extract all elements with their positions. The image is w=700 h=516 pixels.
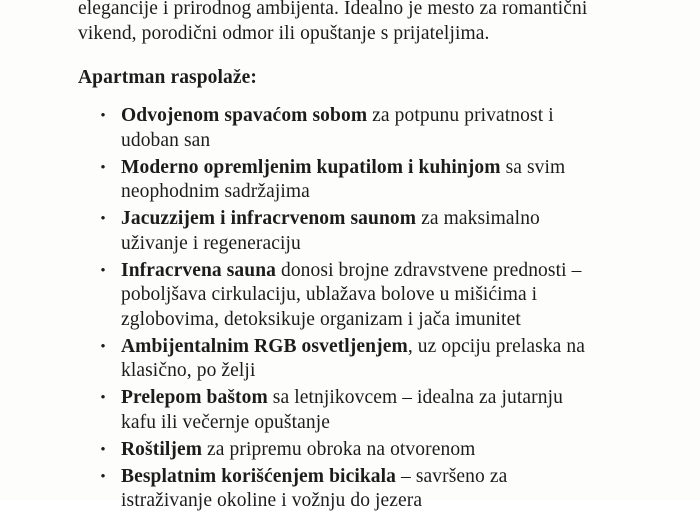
feature-item — [0, 259, 585, 333]
feature-description: sa svim — [500, 156, 566, 178]
intro-line: vikend, porodični odmor ili opuštanje s prijateljima. — [78, 22, 490, 44]
feature-item — [0, 386, 585, 435]
bullet-icon: • — [100, 159, 106, 176]
feature-line: klasično, po želji — [121, 360, 256, 381]
feature-item — [0, 438, 585, 463]
feature-title: Roštiljem — [121, 438, 203, 460]
feature-line — [121, 438, 585, 463]
feature-title: Jacuzzijem i infracrvenom saunom — [121, 208, 417, 229]
feature-line — [121, 335, 585, 360]
bullet-icon: • — [100, 390, 106, 406]
bullet-icon: • — [100, 441, 106, 458]
feature-line — [121, 465, 585, 490]
intro-line: elegancije i prirodnog ambijenta. Idealno je mesto za romantični — [78, 0, 588, 19]
bullet-icon: • — [100, 108, 106, 124]
feature-line — [121, 259, 585, 284]
bullet-icon: • — [100, 211, 106, 227]
feature-line: kafu ili večernje opuštanje — [121, 411, 330, 433]
feature-description: za pripremu obroka na otvorenom — [202, 438, 476, 460]
feature-line: neophodnim sadržajima — [121, 181, 310, 202]
section-heading: Apartman raspolaže: — [78, 67, 257, 88]
feature-item — [0, 465, 585, 514]
feature-title: Prelepom baštom — [121, 387, 268, 408]
feature-title: Besplatnim korišćenjem bicikala — [121, 465, 397, 487]
feature-description: , uz opciju prelaska na — [407, 335, 586, 357]
feature-line: uživanje i regeneraciju — [121, 232, 301, 254]
feature-list — [0, 104, 585, 516]
feature-description: sa letnjikovcem – idealna za jutarnju — [267, 387, 563, 408]
feature-description: za maksimalno — [416, 208, 540, 229]
feature-title: Ambijentalnim RGB osvetljenjem — [121, 335, 408, 357]
feature-line: poboljšava cirkulaciju, ublažava bolove u mišićima i — [121, 284, 538, 305]
feature-item — [0, 207, 585, 256]
bullet-icon: • — [100, 262, 106, 279]
feature-title: Odvojenom spavaćom sobom — [121, 105, 368, 126]
feature-description: donosi brojne zdravstvene prednosti – — [276, 259, 582, 281]
feature-line — [121, 104, 585, 129]
feature-title: Infracrvena sauna — [121, 259, 276, 281]
feature-line: udoban san — [121, 129, 211, 151]
feature-line — [121, 386, 585, 411]
feature-description: za potpunu privatnost i — [367, 105, 554, 126]
feature-item — [0, 156, 585, 205]
intro-paragraph — [78, 0, 638, 46]
feature-title: Moderno opremljenim kupatilom i kuhinjom — [121, 156, 501, 178]
feature-line: zglobovima, detoksikuje organizam i jača imunitet — [121, 308, 521, 330]
bullet-icon: • — [100, 338, 106, 355]
feature-line — [121, 156, 585, 181]
feature-line: istraživanje okoline i vožnju do jezera — [121, 490, 423, 511]
feature-item — [0, 104, 585, 153]
bullet-icon: • — [100, 468, 106, 485]
feature-line — [121, 207, 585, 232]
feature-description: – savršeno za — [396, 465, 508, 487]
feature-item — [0, 335, 585, 384]
